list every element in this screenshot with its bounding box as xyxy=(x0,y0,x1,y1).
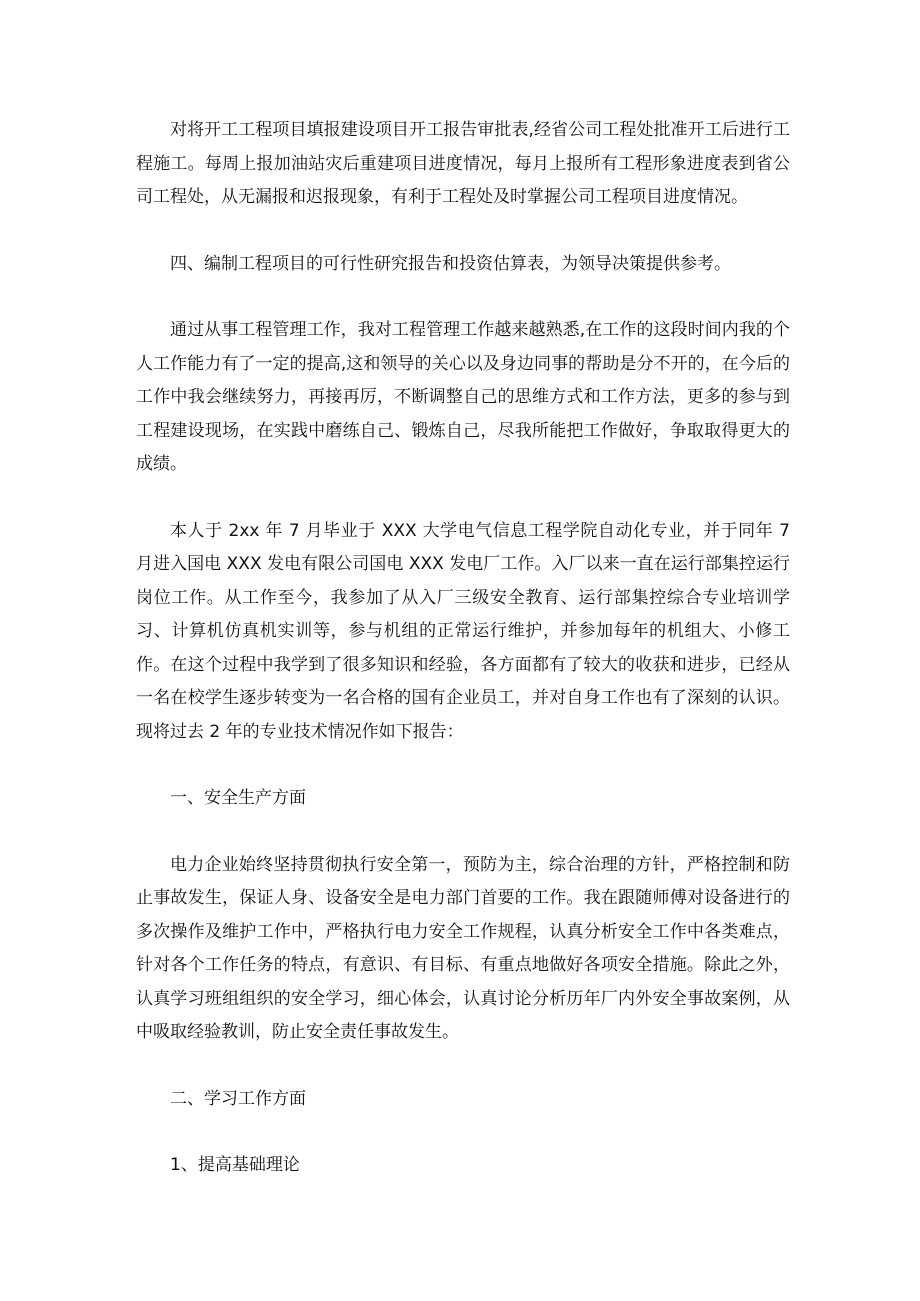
section-heading-safety: 一、安全生产方面 xyxy=(170,788,306,808)
section-heading-study-work: 二、学习工作方面 xyxy=(170,1088,306,1109)
paragraph-work-summary: 通过从事工程管理工作，我对工程管理工作越来越熟悉,在工作的这段时间内我的个人工作能力有了一定的提高,这和领导的关心以及身边同事的帮助是分不开的，在今后的工作中我会继续努力，再接再厉，不断调整自己的思维方式和工作方法，更多的参与到工程建设现场，在实践中磨练自己、锻炼自己，尽我所能把工作做好，争取取得更大的成绩。 xyxy=(136,320,790,474)
paragraph-project-reporting: 对将开工工程项目填报建设项目开工报告审批表,经省公司工程处批准开工后进行工程施工。每周上报加油站灾后重建项目进度情况，每月上报所有工程形象进度表到省公司工程处，从无漏报和迟报现象，有利于工程处及时掌握公司工程项目进度情况。 xyxy=(136,120,790,207)
paragraph-safety-production: 电力企业始终坚持贯彻执行安全第一，预防为主，综合治理的方针，严格控制和防止事故发生，保证人身、设备安全是电力部门首要的工作。我在跟随师傅对设备进行的多次操作及维护工作中，严格执行电力安全工作规程，认真分析安全工作中各类难点，针对各个工作任务的特点，有意识、有目标、有重点地做好各项安全措施。除此之外，认真学习班组组织的安全学习，细心体会，认真讨论分析历年厂内外安全事故案例，从中吸取经验教训，防止安全责任事故发生。 xyxy=(136,854,790,1042)
document-body xyxy=(136,114,790,1216)
subsection-heading-basic-theory: 1、提高基础理论 xyxy=(170,1155,300,1175)
paragraph-personal-introduction: 本人于 2xx 年 7 月毕业于 XXX 大学电气信息工程学院自动化专业，并于同年 7 月进入国电 XXX 发电有限公司国电 XXX 发电厂工作。入厂以来一直在运行部集控运行岗位工作。从工作至今，我参加了从入厂三级安全教育、运行部集控综合专业培训学习、计算机仿真机实训等，参与机组的正常运行维护，并参加每年的机组大、小修工作。在这个过程中我学到了很多知识和经验，各方面都有了较大的收获和进步，已经从一名在校学生逐步转变为一名合格的国有企业员工，并对自身工作也有了深刻的认识。现将过去 2 年的专业技术情况作如下报告： xyxy=(136,520,790,742)
section-heading-feasibility: 四、编制工程项目的可行性研究报告和投资估算表，为领导决策提供参考。 xyxy=(170,253,731,274)
